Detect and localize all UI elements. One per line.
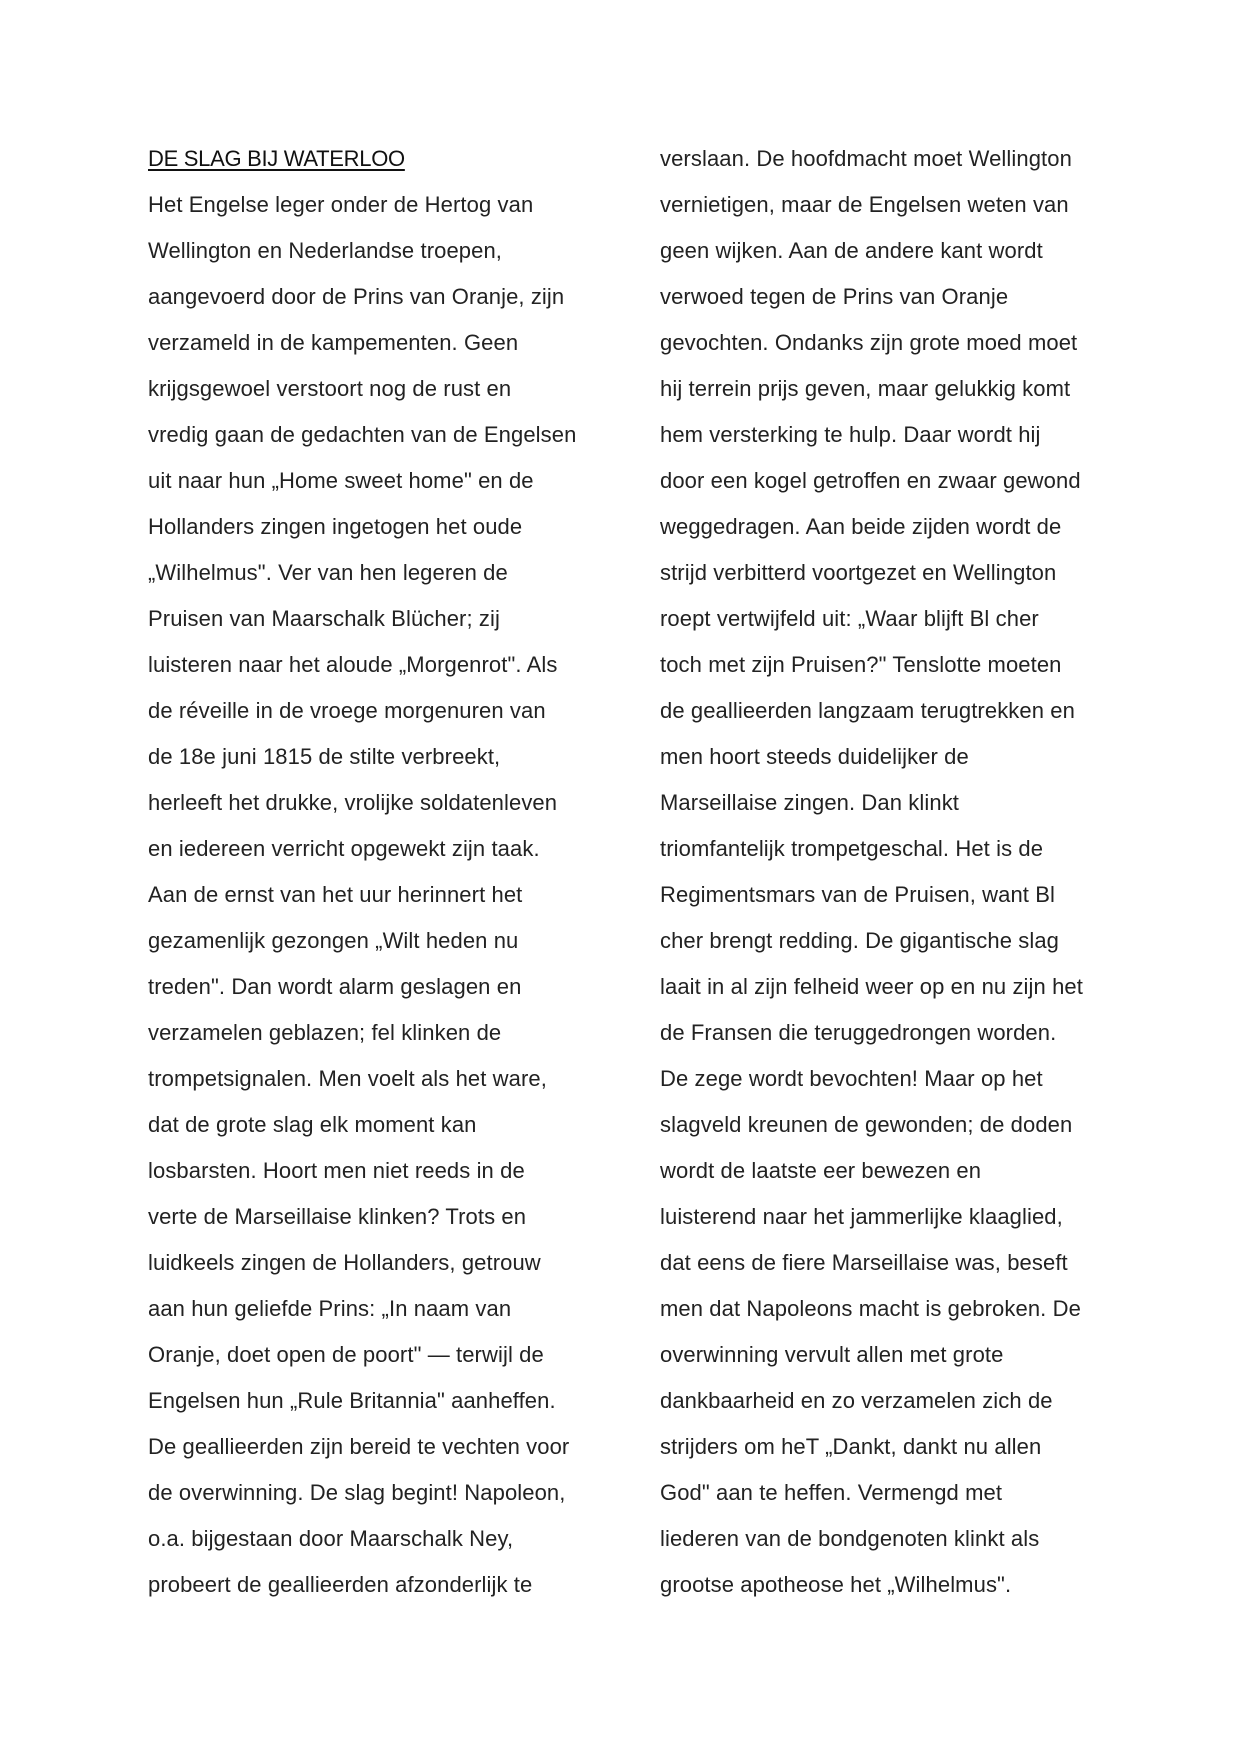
text-line: luisterend naar het jammerlijke klaaglied, (660, 1204, 1063, 1229)
text-line: de Fransen die teruggedrongen worden. (660, 1020, 1057, 1045)
text-line: grootse apotheose het „Wilhelmus". (660, 1572, 1012, 1597)
text-line: trompetsignalen. Men voelt als het ware, (148, 1066, 547, 1091)
text-line: weggedragen. Aan beide zijden wordt de (660, 514, 1062, 539)
text-line: uit naar hun „Home sweet home" en de (148, 468, 534, 493)
text-line: toch met zijn Pruisen?" Tenslotte moeten (660, 652, 1062, 677)
text-line: men dat Napoleons macht is gebroken. De (660, 1296, 1081, 1321)
text-line: probeert de geallieerden afzonderlijk te (148, 1572, 533, 1597)
document-title: DE SLAG BIJ WATERLOO (148, 146, 405, 171)
text-line: aan hun geliefde Prins: „In naam van (148, 1296, 512, 1321)
text-line: o.a. bijgestaan door Maarschalk Ney, (148, 1526, 514, 1551)
text-line: Hollanders zingen ingetogen het oude (148, 514, 523, 539)
text-line: God" aan te heffen. Vermengd met (660, 1480, 1003, 1505)
text-line: krijgsgewoel verstoort nog de rust en (148, 376, 512, 401)
text-line: De zege wordt bevochten! Maar op het (660, 1066, 1043, 1091)
text-line: luisteren naar het aloude „Morgenrot". Als (148, 652, 558, 677)
text-line: vredig gaan de gedachten van de Engelsen (148, 422, 577, 447)
text-line: de réveille in de vroege morgenuren van (148, 698, 546, 723)
text-line: dat de grote slag elk moment kan (148, 1112, 477, 1137)
text-line: dankbaarheid en zo verzamelen zich de (660, 1388, 1053, 1413)
text-line: losbarsten. Hoort men niet reeds in de (148, 1158, 525, 1183)
text-line: Pruisen van Maarschalk Blücher; zij (148, 606, 500, 631)
text-line: vernietigen, maar de Engelsen weten van (660, 192, 1069, 217)
text-line: geen wijken. Aan de andere kant wordt (660, 238, 1043, 263)
text-line: aangevoerd door de Prins van Oranje, zijn (148, 284, 565, 309)
text-line: cher brengt redding. De gigantische slag (660, 928, 1060, 953)
right-text-column (660, 144, 1120, 1616)
text-line: gezamenlijk gezongen „Wilt heden nu (148, 928, 519, 953)
text-line: hem versterking te hulp. Daar wordt hij (660, 422, 1041, 447)
left-text-column (148, 144, 598, 1616)
text-line: slagveld kreunen de gewonden; de doden (660, 1112, 1073, 1137)
text-line: strijd verbitterd voortgezet en Wellington (660, 560, 1057, 585)
text-line: „Wilhelmus". Ver van hen legeren de (148, 560, 508, 585)
text-line: Het Engelse leger onder de Hertog van (148, 192, 534, 217)
text-line: men hoort steeds duidelijker de (660, 744, 969, 769)
text-line: wordt de laatste eer bewezen en (660, 1158, 982, 1183)
text-line: Aan de ernst van het uur herinnert het (148, 882, 523, 907)
text-line: triomfantelijk trompetgeschal. Het is de (660, 836, 1044, 861)
text-line: verzamelen geblazen; fel klinken de (148, 1020, 502, 1045)
text-line: Oranje, doet open de poort" — terwijl de (148, 1342, 544, 1367)
text-line: Regimentsmars van de Pruisen, want Bl (660, 882, 1055, 907)
text-line: luidkeels zingen de Hollanders, getrouw (148, 1250, 541, 1275)
text-line: verzameld in de kampementen. Geen (148, 330, 519, 355)
text-line: roept vertwijfeld uit: „Waar blijft Bl cher (660, 606, 1039, 631)
text-line: Wellington en Nederlandse troepen, (148, 238, 503, 263)
text-line: de geallieerden langzaam terugtrekken en (660, 698, 1075, 723)
text-line: verslaan. De hoofdmacht moet Wellington (660, 146, 1072, 171)
text-line: laait in al zijn felheid weer op en nu zijn het (660, 974, 1083, 999)
text-line: en iedereen verricht opgewekt zijn taak. (148, 836, 540, 861)
text-line: treden". Dan wordt alarm geslagen en (148, 974, 522, 999)
text-line: hij terrein prijs geven, maar gelukkig komt (660, 376, 1071, 401)
text-line: dat eens de fiere Marseillaise was, beseft (660, 1250, 1068, 1275)
text-line: herleeft het drukke, vrolijke soldatenleven (148, 790, 558, 815)
text-line: strijders om heT „Dankt, dankt nu allen (660, 1434, 1042, 1459)
text-line: gevochten. Ondanks zijn grote moed moet (660, 330, 1078, 355)
text-line: verte de Marseillaise klinken? Trots en (148, 1204, 527, 1229)
text-line: liederen van de bondgenoten klinkt als (660, 1526, 1040, 1551)
text-line: De geallieerden zijn bereid te vechten voor (148, 1434, 570, 1459)
text-line: de overwinning. De slag begint! Napoleon, (148, 1480, 566, 1505)
text-line: de 18e juni 1815 de stilte verbreekt, (148, 744, 501, 769)
text-line: verwoed tegen de Prins van Oranje (660, 284, 1009, 309)
text-line: door een kogel getroffen en zwaar gewond (660, 468, 1081, 493)
text-line: Marseillaise zingen. Dan klinkt (660, 790, 960, 815)
text-line: Engelsen hun „Rule Britannia" aanheffen. (148, 1388, 556, 1413)
text-line: overwinning vervult allen met grote (660, 1342, 1004, 1367)
